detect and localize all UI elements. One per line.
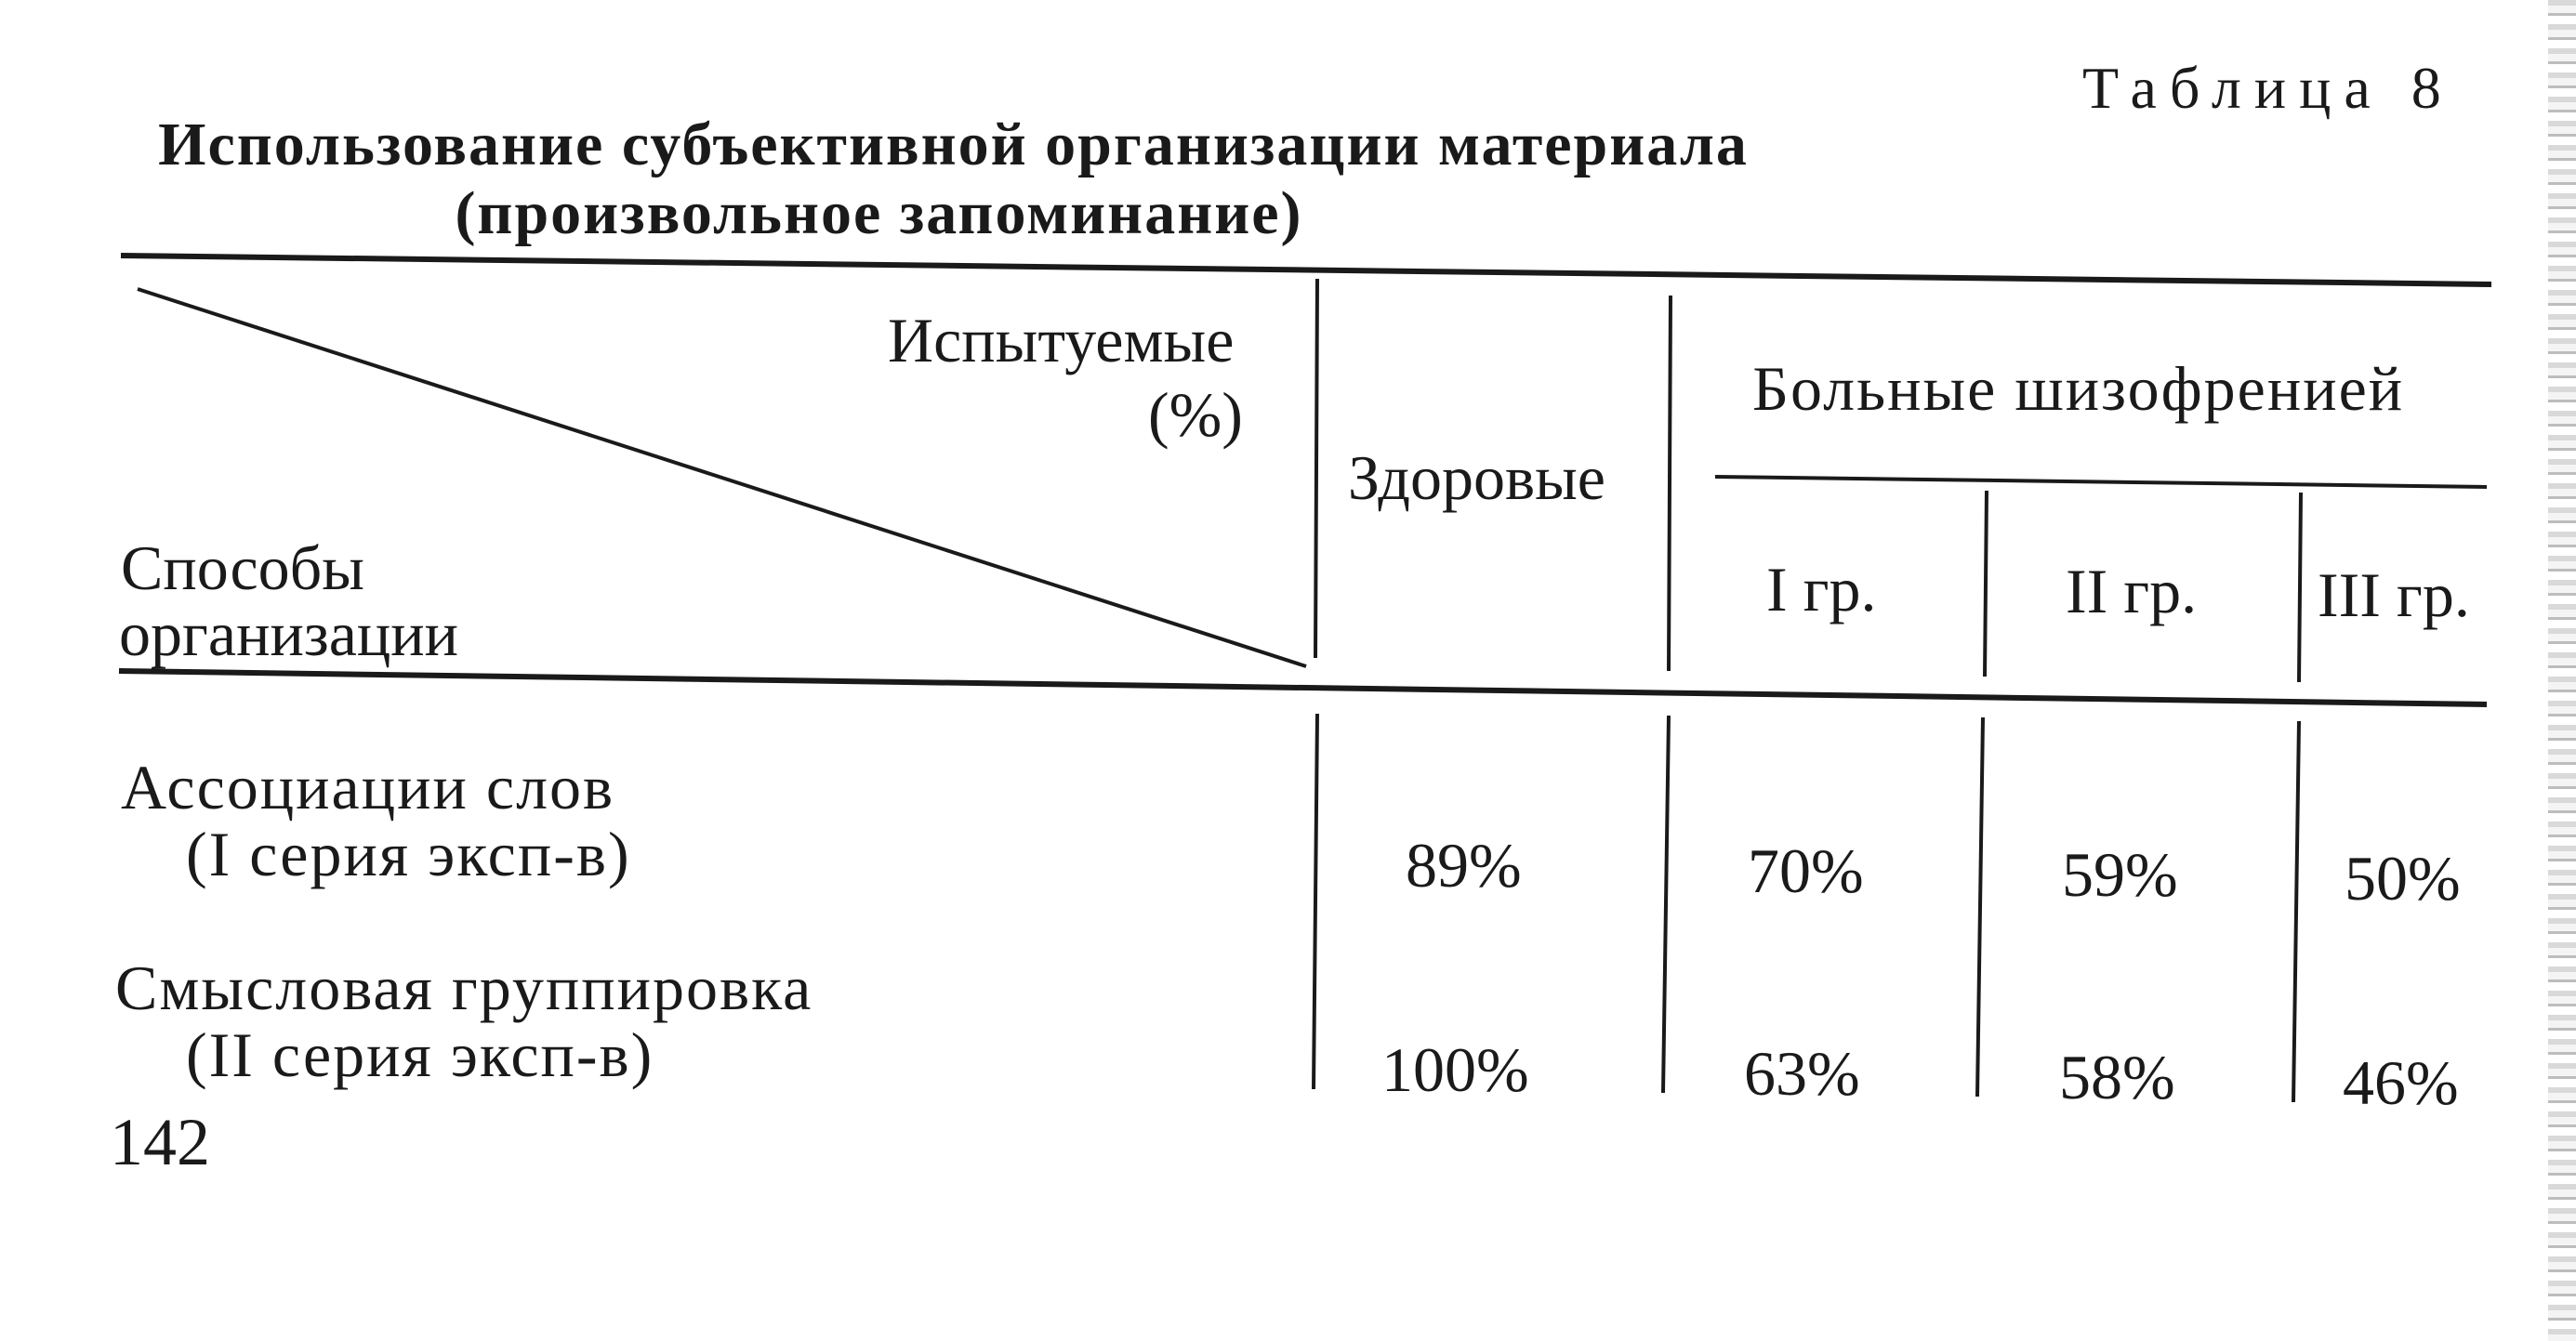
header-group-2: II гр. bbox=[2066, 556, 2198, 626]
top-rule bbox=[121, 256, 2491, 284]
header-vline-3 bbox=[1985, 491, 1987, 677]
row-1-group-3: 50% bbox=[2345, 843, 2461, 914]
page-number: 142 bbox=[110, 1105, 210, 1179]
header-unit: (%) bbox=[1148, 379, 1243, 450]
row-2-label-line1: Смысловая группировка bbox=[115, 953, 813, 1023]
table-label: Таблица 8 bbox=[2082, 55, 2454, 121]
row-2-healthy: 100% bbox=[1381, 1034, 1529, 1105]
header-patients: Больные шизофренией bbox=[1752, 353, 2405, 424]
header-group-1: I гр. bbox=[1766, 554, 1877, 624]
row-1-group-1: 70% bbox=[1748, 835, 1864, 906]
row-2-label-line2: (II серия эксп-в) bbox=[186, 1019, 654, 1090]
row-1-label-line2: (I серия эксп-в) bbox=[186, 819, 631, 889]
table-title-line2: (произвольное запоминание) bbox=[455, 179, 1303, 247]
body-vline-1 bbox=[1314, 714, 1317, 1089]
header-healthy: Здоровые bbox=[1348, 442, 1605, 513]
header-vline-1 bbox=[1315, 279, 1317, 658]
row-2-group-1: 63% bbox=[1744, 1038, 1860, 1109]
body-vline-4 bbox=[2293, 721, 2299, 1102]
header-vline-2 bbox=[1669, 296, 1671, 671]
row-1-healthy: 89% bbox=[1406, 830, 1522, 901]
header-group-3: III гр. bbox=[2318, 559, 2470, 630]
body-vline-2 bbox=[1663, 716, 1669, 1093]
table-title-line1: Использование субъективной организации материала bbox=[158, 111, 1749, 178]
header-methods-line2: организации bbox=[119, 598, 459, 669]
header-bottom-rule bbox=[119, 671, 2487, 704]
row-2-group-2: 58% bbox=[2059, 1042, 2175, 1112]
body-vline-3 bbox=[1977, 717, 1983, 1097]
row-1-group-2: 59% bbox=[2062, 839, 2178, 910]
header-subjects: Испытуемые bbox=[888, 305, 1235, 375]
row-2-group-3: 46% bbox=[2343, 1047, 2459, 1118]
header-methods-line1: Способы bbox=[121, 532, 364, 603]
patients-rule bbox=[1715, 477, 2487, 487]
header-vline-4 bbox=[2299, 493, 2301, 682]
row-1-label-line1: Ассоциации слов bbox=[121, 752, 615, 822]
